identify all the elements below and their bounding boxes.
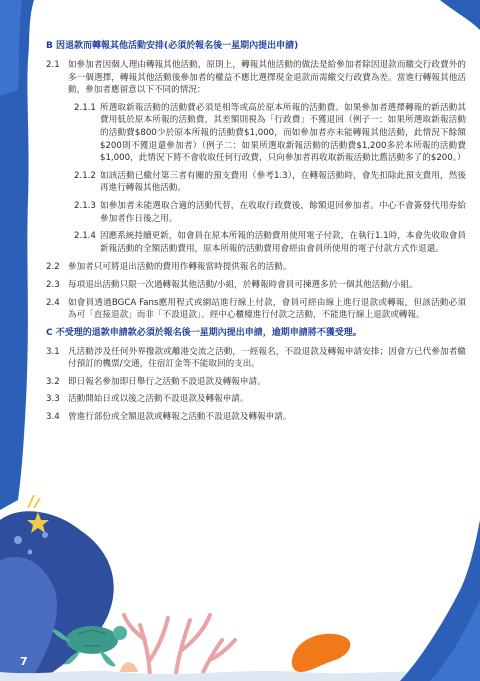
item-text: 如參加者因個人理由轉報其他活動，原則上，轉報其他活動的做法是給參加者除因退款而繳交行政費外的多一個選擇，轉報其他活動後參加者的權益不應比選擇現金退款而需繳交行政費為差。當進行轉報其他活動，參加者應留意以下不同的情況： (68, 60, 466, 96)
subitem-number: 2.1.2 (74, 170, 96, 181)
item-2-1 (46, 59, 466, 97)
subitem-2-1-1 (74, 102, 466, 165)
item-text: 如會員透過BGCA Fans應用程式或網站進行線上付款，會員可經由線上進行退款或轉報，但該活動必須為可「直接退款」而非「不設退款」。經中心櫃檯進行付款之活動，不能進行線上退款或轉報。 (68, 297, 466, 321)
item-number: 3.1 (46, 346, 60, 357)
item-text: 參加者只可將退出活動的費用作轉報當時提供報名的活動。 (68, 262, 292, 273)
sea-cucumber-decoration (292, 634, 351, 672)
subitem-text: 如參加者未能選取合適的活動代替，在收取行政費後，餘額退回參加者。中心不會簽發代用券給參加者作日後之用。 (100, 200, 466, 224)
subitem-number: 2.1.3 (74, 200, 96, 211)
document-content (46, 40, 466, 429)
subitem-text: 因應系統持續更新，如會員在原本所報的活動費用使用電子付款，在執行1.1時，本會先收取會員新報活動的全額活動費用，原本所報的活動費用會經由會員所使用的電子付款方式作退還。 (100, 231, 467, 254)
item-number: 2.1 (46, 60, 60, 70)
item-3-2 (46, 376, 466, 389)
item-number: 3.3 (46, 394, 60, 405)
item-3-4 (46, 411, 466, 424)
item-text: 凡活動涉及任何外界撥款或離港交流之活動，一經報名，不設退款及轉報申請安排；因會方已代參加者繳付預訂的機票/交通，住宿訂金等不能取回的支出。 (68, 346, 466, 370)
item-2-4 (46, 297, 466, 322)
item-2-3 (46, 279, 466, 292)
item-3-3 (46, 393, 466, 406)
item-2-1-subitems (46, 102, 466, 256)
subitem-2-1-3 (74, 200, 466, 225)
item-text: 每項退出活動只限一次過轉報其他活動/小組，於轉報時會員可揀選多於一個其他活動/小組。 (68, 279, 418, 290)
item-number: 2.2 (46, 262, 60, 273)
section-b-heading: B 因退款而轉報其他活動安排(必須於報名後一星期內提出申請) (46, 41, 299, 51)
item-number: 2.4 (46, 297, 60, 308)
section-c-heading: C 不受理的退款申請款必須於報名後一星期內提出申請，逾期申請將不獲受理。 (46, 327, 362, 338)
subitem-2-1-2 (74, 170, 466, 195)
subitem-text: 如該活動已繳付第三者有關的預支費用（參考1.3），在轉報活動時，會先扣除此預支費用，然後再進行轉報其他活動。 (100, 170, 466, 194)
item-text: 活動開始日或以後之活動不設退款及轉報申請。 (68, 394, 249, 405)
shell-icon (120, 662, 138, 672)
page-number: 7 (20, 655, 28, 668)
subitem-number: 2.1.1 (74, 102, 96, 113)
item-2-2 (46, 261, 466, 274)
item-number: 2.3 (46, 279, 60, 290)
item-text: 即日報名參加即日舉行之活動不設退款及轉報申請。 (68, 376, 266, 387)
subitem-2-1-4 (74, 230, 466, 255)
subitem-text: 所選取新報活動的活動費必須是相等或高於原本所報的活動費。如果參加者選擇轉報的新活動其費用低於原本所報的活動費，其差額則視為「行政費」不獲退回（例子一：如果所選取新報活動的活動費$800少於原本所報的活動費$1,000，而如參加者亦未能轉報其他活動，此情況下餘額$200則不獲退還參加者）（例子二：如果所選取新報活動的活動費$1,200多於本所報的活動費$1,000，此情況下將不會收取任何行政費，只向參加者再收取新報活動比舊活動多了的$200。） (100, 102, 466, 164)
item-3-1 (46, 346, 466, 371)
item-number: 3.4 (46, 412, 60, 423)
item-text: 曾進行部份或全額退款或轉報之活動不設退款及轉報申請。 (68, 412, 292, 423)
subitem-number: 2.1.4 (74, 231, 96, 242)
item-number: 3.2 (46, 376, 60, 387)
